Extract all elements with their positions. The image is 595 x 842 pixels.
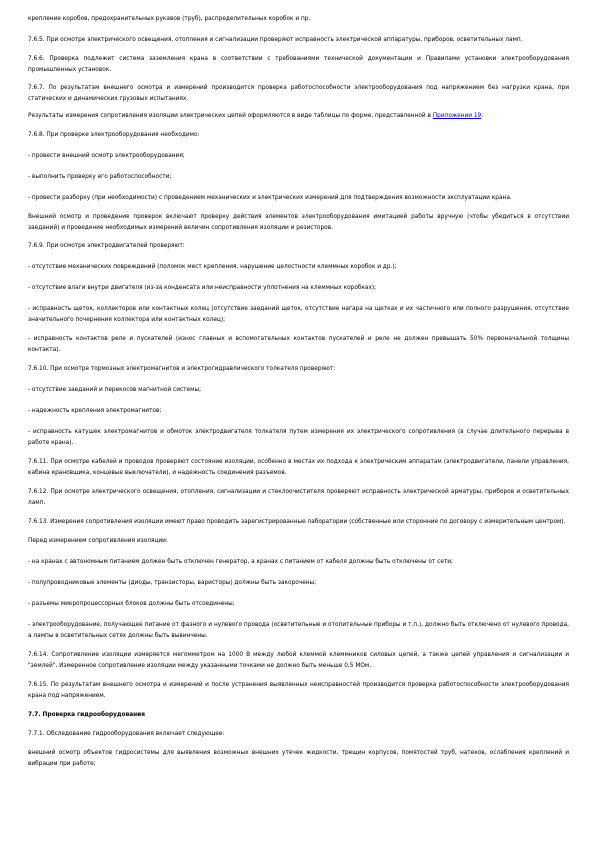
paragraph-text: - исправность щеток, коллекторов или контактных колец (отсутствие заеданий щеток, отсутствие нагара на щетках и их частичного или полного разрушения, отсутствие значительного почернения коллектора или контактных колец); (28, 306, 569, 323)
paragraph-text: - выполнить проверку его работоспособности; (28, 174, 172, 180)
paragraph-text: - на кранах с автономным питанием должен быть отключен генератор, а кранах с питанием от кабеля должны быть отключены от сети; (28, 559, 454, 565)
paragraph-text: 7.7. Проверка гидрооборудования (28, 712, 145, 718)
paragraph (28, 304, 569, 326)
paragraph-text: 7.6.8. При проверке электрооборудования необходимо: (28, 132, 200, 138)
paragraph (28, 54, 569, 76)
paragraph (28, 599, 569, 610)
paragraph (28, 172, 569, 183)
paragraph-text: 7.6.13. Измерения сопротивления изоляции имеют право проводить зарегистрированные лаборатории (собственные или сторонние по договору с измерительным центром). (28, 519, 566, 525)
paragraph-text: 7.6.6. Проверка подлежит система заземления крана в соответствии с требованиями технической документации и Правилами установки электрооборудования промышленных установок. (28, 56, 569, 73)
paragraph (28, 517, 569, 528)
paragraph-text: 7.6.14. Сопротивление изоляции измеряется мегомметром на 1000 В между любой клеммой клеммников силовых цепей, а также цепей управления и сигнализации и "землей". Измеренное сопротивление изоляции между указанными точками не должно быть меньше 0,5 МОм. (28, 652, 569, 669)
paragraph-text: Результаты измерения сопротивления изоляции электрических цепей оформляются в виде таблицы по форме, представленной в (28, 113, 433, 119)
paragraph (28, 193, 569, 204)
paragraph-text: 7.6.10. При осмотре тормозных электромагнитов и электрогидравлического толкателя проверяют: (28, 366, 336, 372)
paragraph-text: - разъемы микропроцессорных блоков должны быть отсоединены; (28, 601, 235, 607)
paragraph (28, 151, 569, 162)
paragraph-text: внешний осмотр объектов гидросистемы для выявления возможных внешних утечек жидкости, трещин корпусов, помятостей труб, натеков, ослабления креплений и вибрации при работе; (28, 750, 569, 767)
paragraph (28, 14, 569, 25)
paragraph-text: - отсутствие влаги внутри двигателя (из-за конденсата или неисправности уплотнения на клеммных коробках); (28, 285, 377, 291)
paragraph-text: 7.7.1. Обследование гидрооборудования включает следующее: (28, 731, 225, 737)
paragraph-text: 7.6.15. По результатам внешнего осмотра и измерений и после устранения выявленных неисправностей производится проверка работоспособности электрооборудования крана под напряжением. (28, 682, 569, 699)
paragraph (28, 650, 569, 672)
paragraph-text: 7.6.5. При осмотре электрического освещения, отопления и сигнализации проверяют исправность электрической аппаратуры, приборов, осветительных ламп. (28, 37, 523, 43)
paragraph-text: Перед измерением сопротивления изоляции: (28, 538, 168, 544)
paragraph-text: Внешний осмотр и проведение проверок включают проверку действия элементов электрооборудования имитацией работы вручную (чтобы убедиться в отсутствии заеданий) и проведение необходимых измерений величин сопротивления изоляции и резисторов. (28, 214, 569, 231)
paragraph (28, 578, 569, 589)
paragraph (28, 680, 569, 702)
paragraph-text: - исправность катушек электромагнитов и обмоток электродвигателя толкателя путем измерения их электрического сопротивления (в случае длительного перерыва в работе крана). (28, 429, 569, 446)
paragraph-text: - провести внешний осмотр электрооборудования; (28, 153, 185, 159)
paragraph (28, 83, 569, 105)
appendix-link[interactable]: Приложении 19 (432, 113, 482, 119)
paragraph-text-end: . (481, 113, 484, 119)
paragraph (28, 241, 569, 252)
paragraph (28, 364, 569, 375)
paragraph-text: 7.6.7. По результатам внешнего осмотра и измерений производится проверка работоспособности электрооборудования под напряжением без нагрузки крана, при статических и динамических грузовых испытаниях. (28, 85, 569, 102)
paragraph (28, 35, 569, 46)
paragraph (28, 427, 569, 449)
paragraph (28, 130, 569, 141)
paragraph (28, 748, 569, 770)
paragraph (28, 111, 569, 122)
paragraph-text: - отсутствие заеданий и перекосов магнитной системы; (28, 387, 202, 393)
paragraph (28, 536, 569, 547)
paragraph-text: - исправность контактов реле и пускателей (износ главных и вспомогательных контактов пускателей и реле не должен превышать 50% первоначальной толщины контакта). (28, 336, 569, 353)
paragraph (28, 334, 569, 356)
paragraph (28, 557, 569, 568)
paragraph (28, 385, 569, 396)
paragraph (28, 487, 569, 509)
paragraph (28, 406, 569, 417)
paragraph (28, 457, 569, 479)
paragraph-text: - электрооборудование, получающее питание от фазного и нулевого провода (осветительные и отопительные приборы и т.п.), должно быть отключено от нулевого провода, а лампы в осветительных сетях должны быть вывинчены. (28, 622, 569, 639)
paragraph-text: крепление коробов, предохранительных рукавов (труб), распределительных коробок и пр. (28, 16, 311, 22)
paragraph-text: - надежность крепления электромагнитов; (28, 408, 162, 414)
paragraph-text: 7.6.12. При осмотре электрического освещения, отопления, сигнализации и стеклоочистителя проверяют исправность электрической арматуры, приборов и осветительных ламп. (28, 489, 569, 506)
section-heading (28, 710, 569, 721)
paragraph-text: 7.6.9. При осмотре электродвигателей проверяют: (28, 243, 185, 249)
paragraph-text: 7.6.11. При осмотре кабелей и проводов проверяют состояние изоляции, особенно в местах их подхода к электрическим аппаратам (электродвигатели, панели управления, кабина крановщика, концевые выключатели), и надежность соединения разъемов. (28, 459, 569, 476)
paragraph (28, 262, 569, 273)
paragraph-text: - полупроводниковые элементы (диоды, транзисторы, варисторы) должны быть закорочены; (28, 580, 317, 586)
paragraph (28, 620, 569, 642)
paragraph (28, 729, 569, 740)
paragraph-text: - провести разборку (при необходимости) с проведением механических и электрических измерений для подтверждения возможности эксплуатации крана. (28, 195, 512, 201)
paragraph (28, 283, 569, 294)
paragraph-text: - отсутствие механических повреждений (поломок мест крепления, нарушение целостности клеммных коробок и др.); (28, 264, 397, 270)
paragraph (28, 212, 569, 234)
